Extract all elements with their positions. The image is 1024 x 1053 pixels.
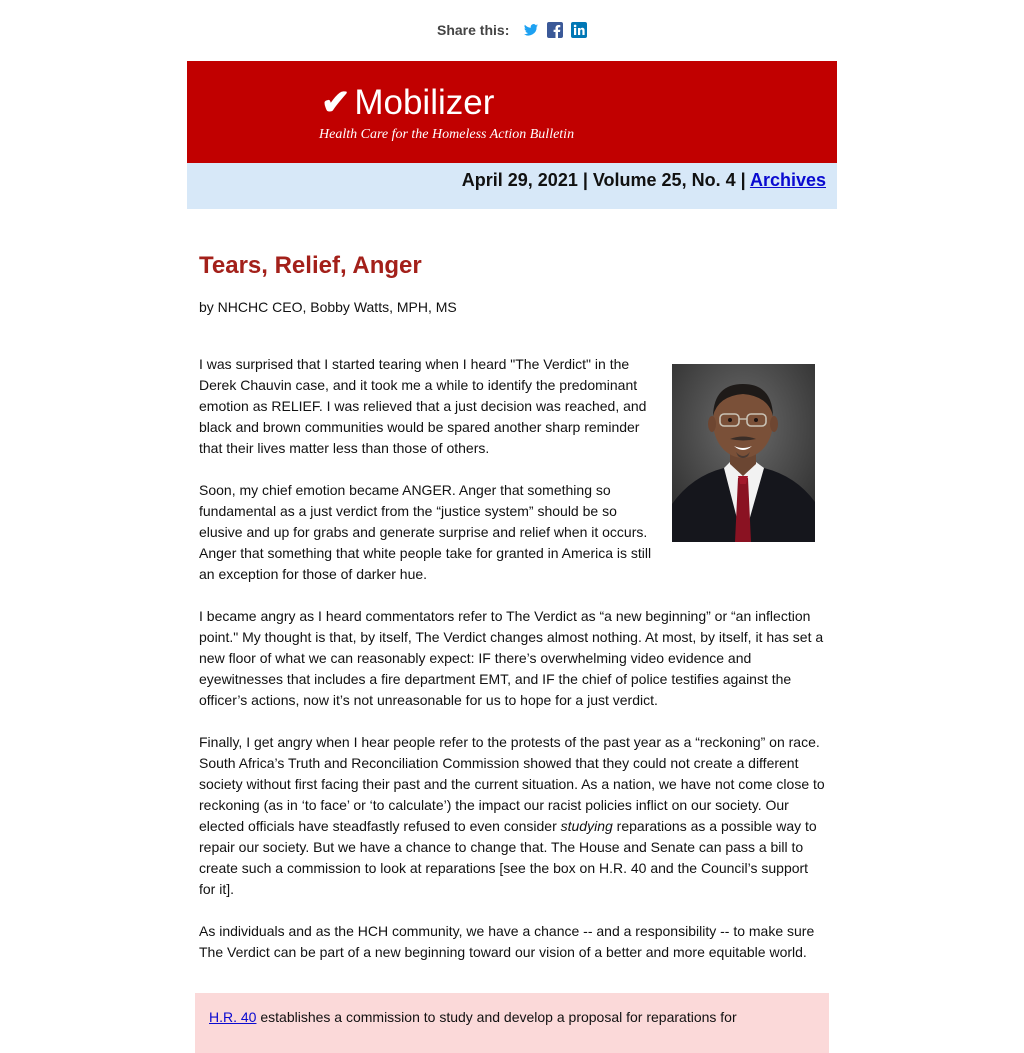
checkmark-icon: ✔ [321,83,351,122]
article-title: Tears, Relief, Anger [199,252,422,279]
article-paragraph: I became angry as I heard commentators refer to The Verdict as “a new beginning” or “an inflection point." My thought is that, by itself, The Verdict changes almost nothing. At most, by itself, it has set a new floor of what we can reasonably expect: IF there’s overwhelming video evidence and eyewitnesses that includes a fire department EMT, and IF the chief of police testifies against the officer’s actions, now it’s not unreasonable for us to hope for a just verdict. [199,608,824,708]
logo-text: Mobilizer [354,83,495,122]
paragraph-text: Finally, I get angry when I hear people refer to the protests of the past year as a “reckoning” on race. South Africa’s Truth and Reconciliation Commission showed that they could not create a different society without first facing their past and the current situation. As a nation, we have not come close to reckoning (as in ‘to face’ or ‘to calculate’) the impact our racist policies inflict on our society. Our elected officials have steadfastly refused to even consider [199,734,825,834]
issue-info: April 29, 2021 | Volume 25, No. 4 | [461,170,750,190]
author-photo [672,364,815,542]
hr40-callout-box [195,993,829,1053]
article-byline: by NHCHC CEO, Bobby Watts, MPH, MS [199,299,457,315]
share-bar [437,19,595,41]
mobilizer-logo [321,83,494,123]
issue-info-bar [187,163,837,209]
linkedin-icon[interactable] [571,22,587,38]
header-banner [187,61,837,163]
archives-link[interactable]: Archives [749,170,826,190]
article-paragraph: Soon, my chief emotion became ANGER. Anger that something so fundamental as a just verdict from the “justice system” should be so elusive and up for grabs and generate surprise and relief when it occurs. Anger that something that white people take for granted in America is still an exception for those of darker hue. [199,482,652,582]
facebook-icon[interactable] [547,22,563,38]
article-paragraph: As individuals and as the HCH community, we have a chance -- and a responsibility -- to make sure The Verdict can be part of a new beginning toward our vision of a better and more equitable world. [199,923,815,960]
article-paragraph [199,732,827,900]
tagline: Health Care for the Homeless Action Bulletin [319,127,575,142]
emphasis-text: studying [560,818,613,834]
article-paragraph: I was surprised that I started tearing when I heard "The Verdict" in the Derek Chauvin case, and it took me a while to identify the predominant emotion as RELIEF. I was relieved that a just decision was reached, and black and brown communities would be spared another sharp reminder that their lives matter less than those of others. [199,356,647,456]
share-label: Share this: [437,22,510,38]
paragraph-text: reparations as a possible way to repair our society. But we have a chance to change that. The House and Senate can pass a bill to create such a commission to look at reparations [see the box on H.R. 40 and the Council’s support for it]. [199,818,817,897]
hr40-link[interactable]: H.R. 40 [209,1009,257,1025]
callout-text: establishes a commission to study and develop a proposal for reparations for [256,1009,737,1025]
twitter-icon[interactable] [523,22,539,38]
